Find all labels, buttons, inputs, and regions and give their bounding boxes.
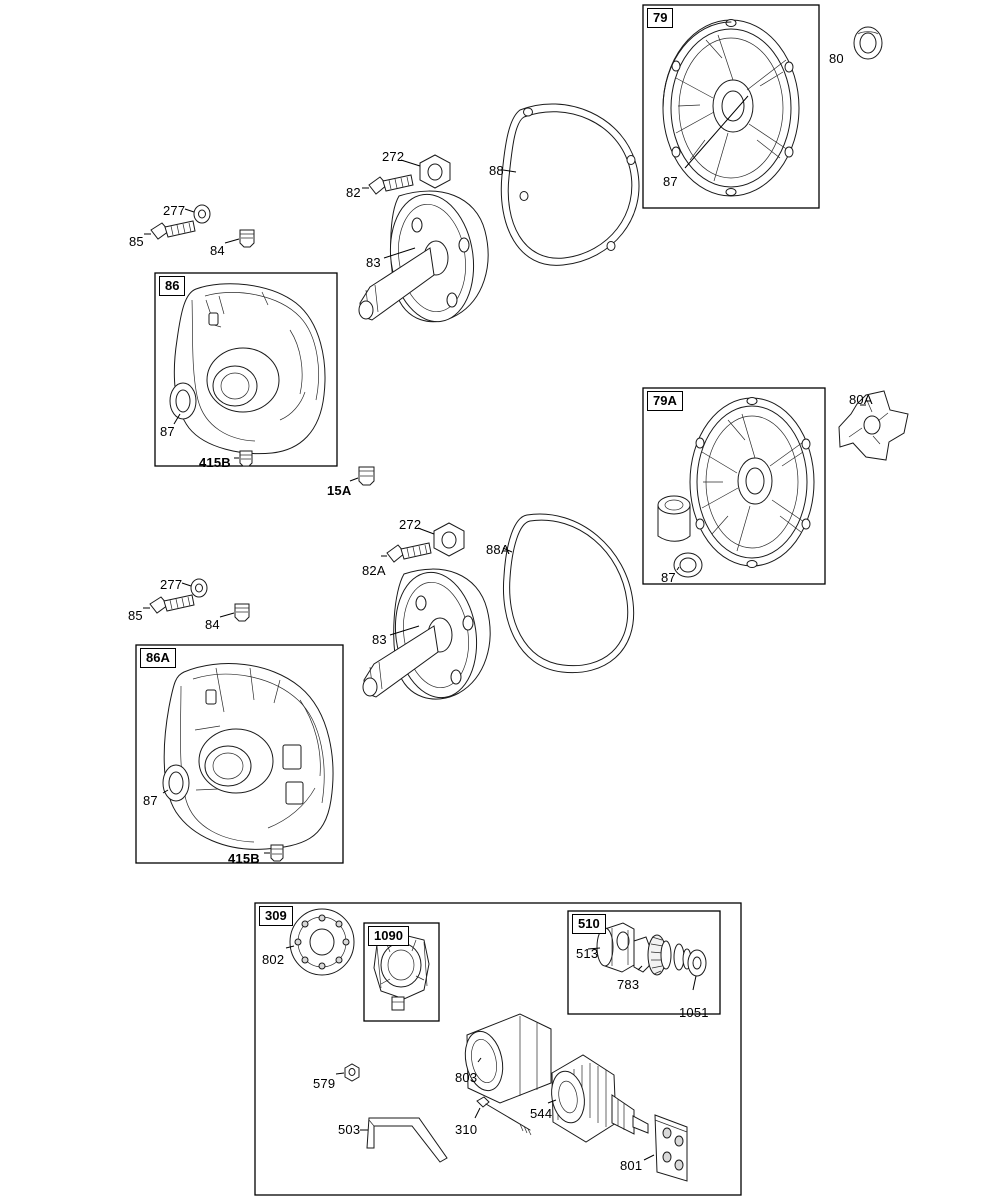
part-783-pinion-gear: [634, 935, 671, 975]
part-503-flat-bracket: [360, 1118, 447, 1162]
callout-83-b: 83: [372, 632, 387, 647]
group-label-1090: 1090: [368, 926, 409, 946]
part-15a-plug: [350, 467, 374, 485]
callout-415b-b: 415B: [228, 851, 260, 866]
callout-15a: 15A: [327, 483, 352, 498]
callout-87-b: 87: [160, 424, 175, 439]
callout-415b: 415B: [199, 455, 231, 470]
group-box-outlines: [136, 5, 825, 1195]
part-86a-housing: [163, 664, 333, 861]
callout-277-b: 277: [160, 577, 183, 592]
callout-87-c: 87: [661, 570, 676, 585]
part-82-screw: [362, 175, 413, 194]
group-label-86a: 86A: [140, 648, 176, 668]
callout-277: 277: [163, 203, 186, 218]
part-84-plug: [225, 230, 254, 247]
group-label-309: 309: [259, 906, 293, 926]
callout-88a: 88A: [486, 542, 510, 557]
part-80-ring: [854, 27, 882, 59]
callout-503: 503: [338, 1122, 361, 1137]
part-803-motor-frame: [460, 1014, 551, 1103]
callout-88: 88: [489, 163, 504, 178]
part-544-armature: [548, 1055, 648, 1142]
part-88a-gasket: [503, 514, 634, 673]
part-88-gasket: [501, 104, 639, 265]
part-86-housing: [170, 284, 325, 466]
part-579-nut: [336, 1064, 359, 1081]
callout-544: 544: [530, 1106, 553, 1121]
group-label-79: 79: [647, 8, 673, 28]
callout-83: 83: [366, 255, 381, 270]
part-79a-flywheel-fan: [658, 398, 814, 578]
callout-801: 801: [620, 1158, 643, 1173]
part-82a-screw: [381, 543, 431, 562]
part-84b-plug: [220, 604, 249, 621]
callout-803: 803: [455, 1070, 478, 1085]
part-801-bracket: [644, 1115, 687, 1181]
callout-82a: 82A: [362, 563, 386, 578]
callout-783: 783: [617, 977, 640, 992]
callout-84-b: 84: [205, 617, 220, 632]
group-label-79a: 79A: [647, 391, 683, 411]
group-label-86: 86: [159, 276, 185, 296]
callout-272: 272: [382, 149, 405, 164]
callout-80a: 80A: [849, 392, 873, 407]
callout-1051: 1051: [679, 1005, 709, 1020]
callout-87-d: 87: [143, 793, 158, 808]
callout-310: 310: [455, 1122, 478, 1137]
part-1051-washer-set: [674, 944, 706, 990]
part-277b-washer: [182, 579, 207, 597]
part-79-flywheel-fan: [663, 20, 799, 197]
callout-82: 82: [346, 185, 361, 200]
callout-272-b: 272: [399, 517, 422, 532]
group-label-510: 510: [572, 914, 606, 934]
part-277-washer: [185, 205, 210, 223]
callout-87-a: 87: [663, 174, 678, 189]
part-310-through-bolt: [475, 1097, 531, 1135]
callout-84: 84: [210, 243, 225, 258]
callout-802: 802: [262, 952, 285, 967]
callout-513: 513: [576, 946, 599, 961]
callout-85: 85: [129, 234, 144, 249]
callout-579: 579: [313, 1076, 336, 1091]
part-802-end-plate: [286, 909, 354, 975]
part-85-bolt: [144, 221, 195, 239]
callout-80: 80: [829, 51, 844, 66]
part-85b-bolt: [143, 595, 194, 613]
callout-85-b: 85: [128, 608, 143, 623]
